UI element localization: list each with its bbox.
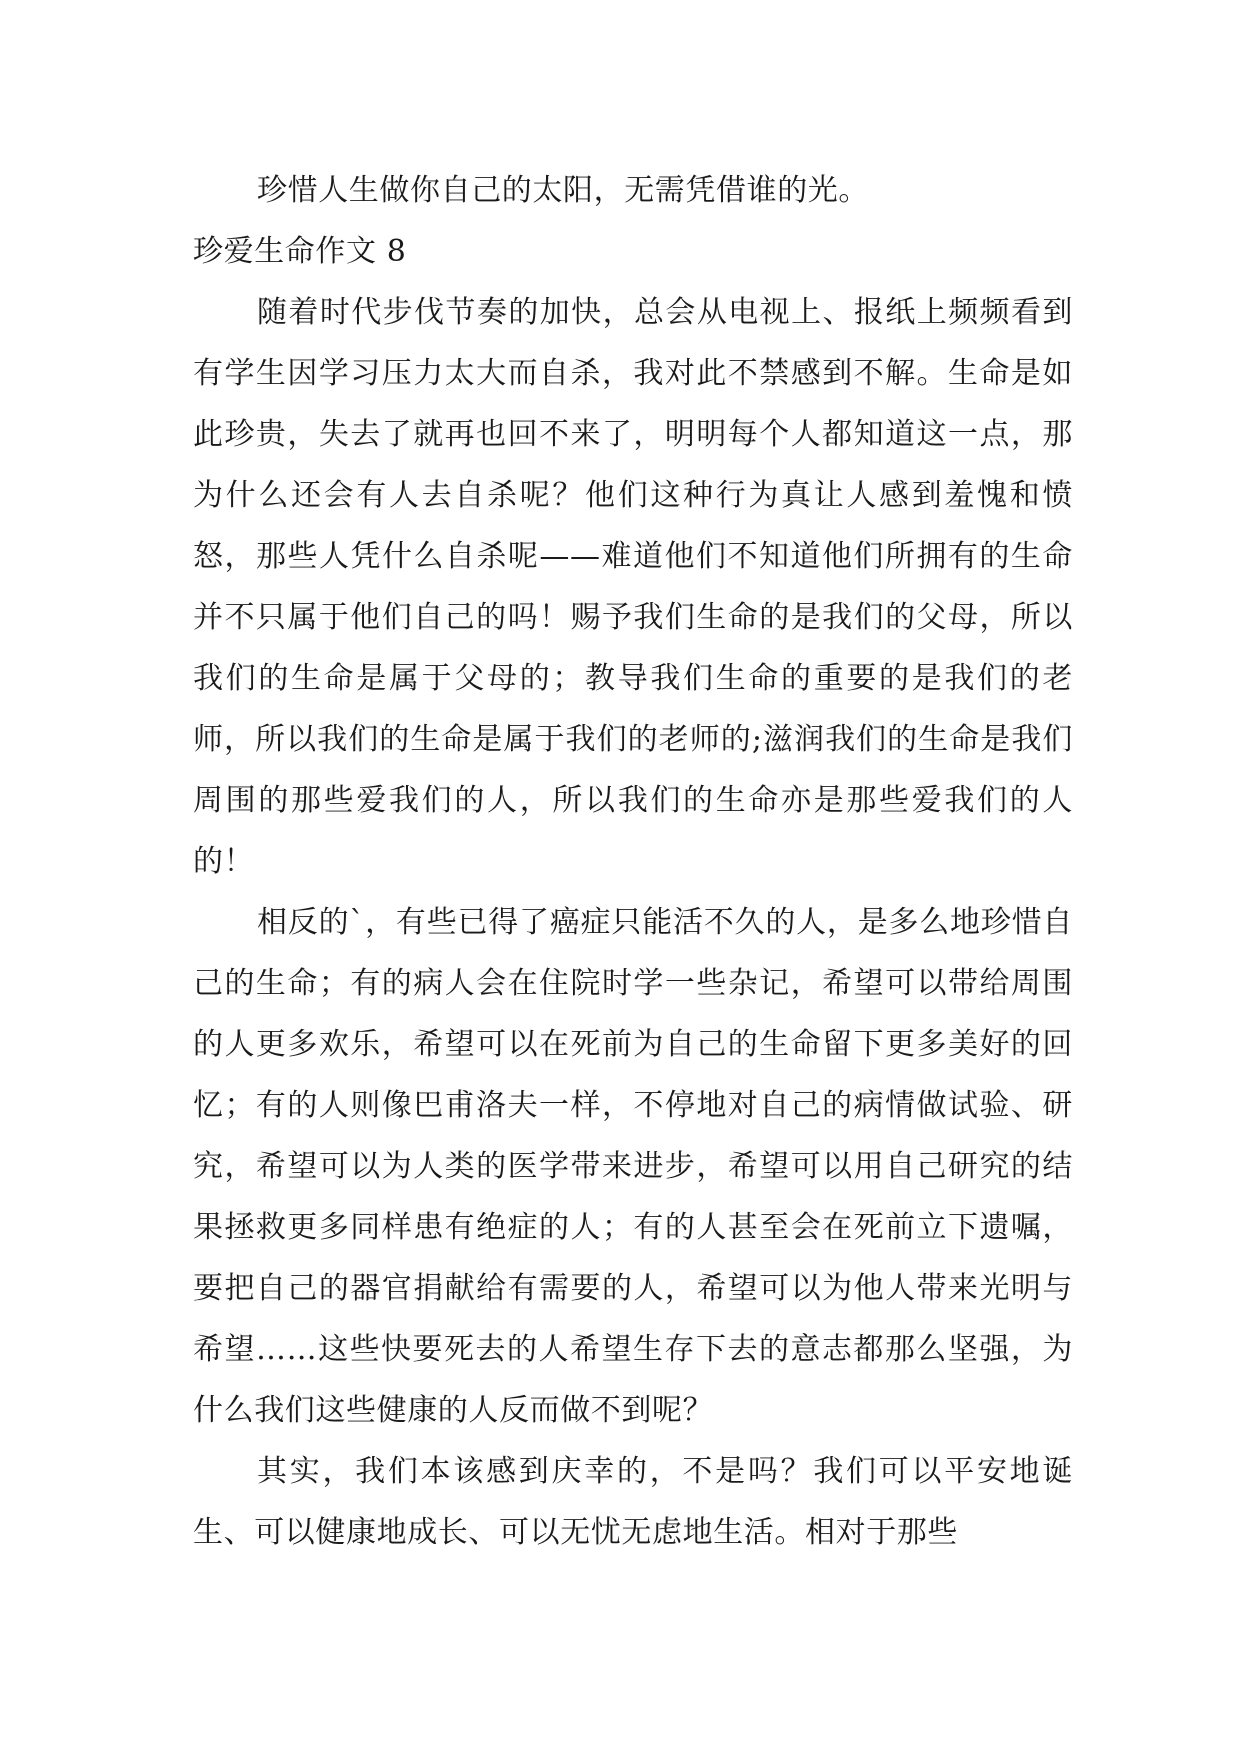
essay-heading: 珍爱生命作文 8 — [193, 234, 407, 269]
paragraph-3: 其实，我们本该感到庆幸的，不是吗？我们可以平安地诞生、可以健康地成长、可以无忧无虑地生活。相对于那些 — [193, 1454, 1073, 1550]
paragraph-closing-line: 珍惜人生做你自己的太阳，无需凭借谁的光。 — [257, 173, 869, 208]
document-body — [193, 160, 1073, 1563]
paragraph-2: 相反的`，有些已得了癌症只能活不久的人，是多么地珍惜自己的生命；有的病人会在住院时学一些杂记，希望可以带给周围的人更多欢乐，希望可以在死前为自己的生命留下更多美好的回忆；有的人则像巴甫洛夫一样，不停地对自己的病情做试验、研究，希望可以为人类的医学带来进步，希望可以用自己研究的结果拯救更多同样患有绝症的人；有的人甚至会在死前立下遗嘱，要把自己的器官捐献给有需要的人，希望可以为他人带来光明与希望……这些快要死去的人希望生存下去的意志都那么坚强，为什么我们这些健康的人反而做不到呢？ — [193, 905, 1073, 1428]
paragraph-1: 随着时代步伐节奏的加快，总会从电视上、报纸上频频看到有学生因学习压力太大而自杀，我对此不禁感到不解。生命是如此珍贵，失去了就再也回不来了，明明每个人都知道这一点，那为什么还会有人去自杀呢？他们这种行为真让人感到羞愧和愤怒，那些人凭什么自杀呢——难道他们不知道他们所拥有的生命并不只属于他们自己的吗！赐予我们生命的是我们的父母，所以我们的生命是属于父母的；教导我们生命的重要的是我们的老师，所以我们的生命是属于我们的老师的;滋润我们的生命是我们周围的那些爱我们的人，所以我们的生命亦是那些爱我们的人的！ — [193, 295, 1073, 879]
